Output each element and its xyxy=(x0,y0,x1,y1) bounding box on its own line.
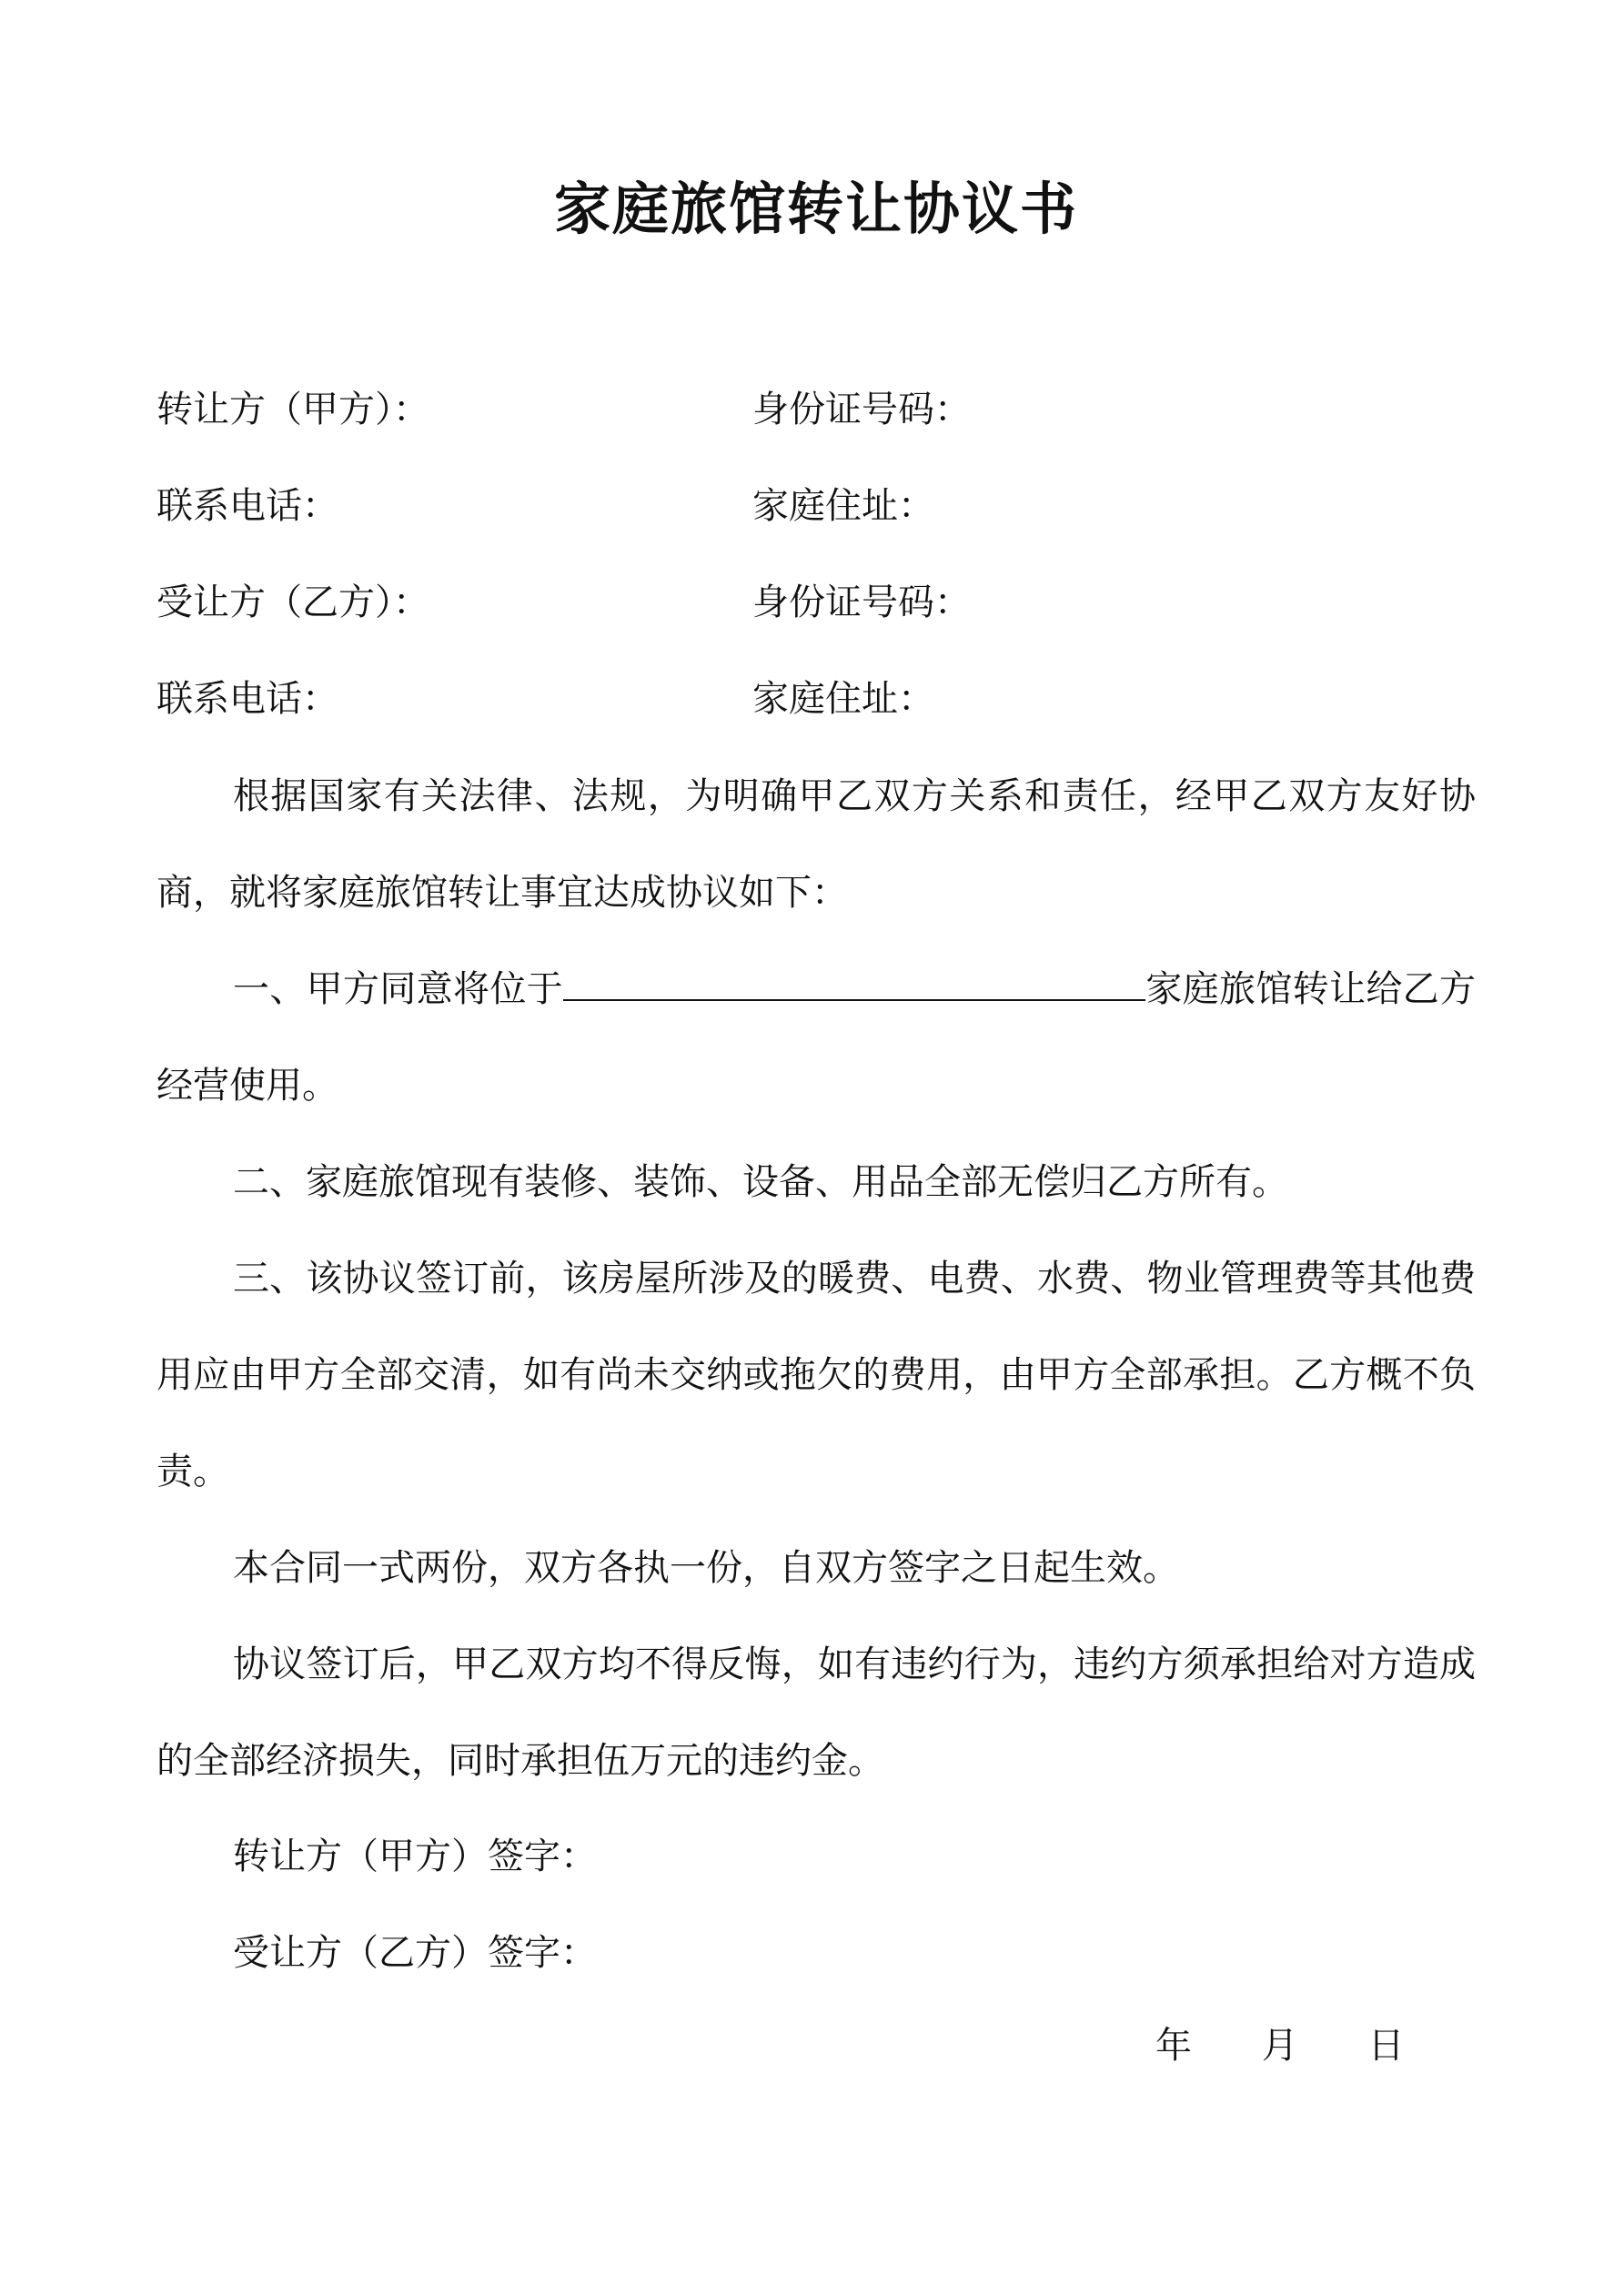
party-b-row xyxy=(156,575,1476,630)
clause-1 xyxy=(156,941,1476,1134)
clause-2: 二、家庭旅馆现有装修、装饰、设备、用品全部无偿归乙方所有。 xyxy=(233,1161,1288,1203)
transferee-signature-label: 受让方（乙方）签字： xyxy=(233,1932,597,1974)
date-day: 日 xyxy=(1367,2025,1405,2067)
transferee-phone-label: 联系电话： xyxy=(156,678,338,720)
transferee-label: 受让方（乙方）： xyxy=(156,582,429,623)
breach-paragraph: 协议签订后，甲乙双方均不得反悔，如有违约行为，违约方须承担给对方造成的全部经济损失，同时承担伍万元的违约金。 xyxy=(156,1644,1476,1782)
clause-1-text-after: 家庭旅馆转让给乙方经营使用。 xyxy=(156,968,1476,1107)
clause-1-text-before: 一、甲方同意将位于 xyxy=(233,968,563,1010)
clause-3: 三、该协议签订前，该房屋所涉及的暖费、电费、水费、物业管理费等其他费用应由甲方全部交清，如有尚未交纳或拖欠的费用，由甲方全部承担。乙方概不负责。 xyxy=(156,1258,1476,1492)
document-title: 家庭旅馆转让协议书 xyxy=(553,176,1078,242)
transferor-address-label: 家庭住址： xyxy=(752,485,934,527)
signing-date xyxy=(1155,2018,1462,2073)
date-year: 年 xyxy=(1155,2025,1192,2067)
transferee-id-label: 身份证号码： xyxy=(752,582,971,623)
transferor-id-label: 身份证号码： xyxy=(752,389,971,430)
party-a-row xyxy=(156,382,1476,437)
transferor-label: 转让方（甲方）： xyxy=(156,389,429,430)
transferor-phone-label: 联系电话： xyxy=(156,485,338,527)
party-a-contact-row xyxy=(156,479,1476,533)
location-blank-line xyxy=(563,963,1145,1001)
transferor-signature-label: 转让方（甲方）签字： xyxy=(233,1836,597,1877)
copies-paragraph: 本合同一式两份，双方各执一份，自双方签字之日起生效。 xyxy=(233,1547,1179,1589)
party-b-contact-row xyxy=(156,672,1476,726)
date-month: 月 xyxy=(1261,2025,1298,2067)
intro-paragraph: 根据国家有关法律、法规，为明确甲乙双方关系和责任，经甲乙双方友好协商，就将家庭旅馆转让事宜达成协议如下： xyxy=(156,775,1476,914)
transferee-address-label: 家庭住址： xyxy=(752,678,934,720)
